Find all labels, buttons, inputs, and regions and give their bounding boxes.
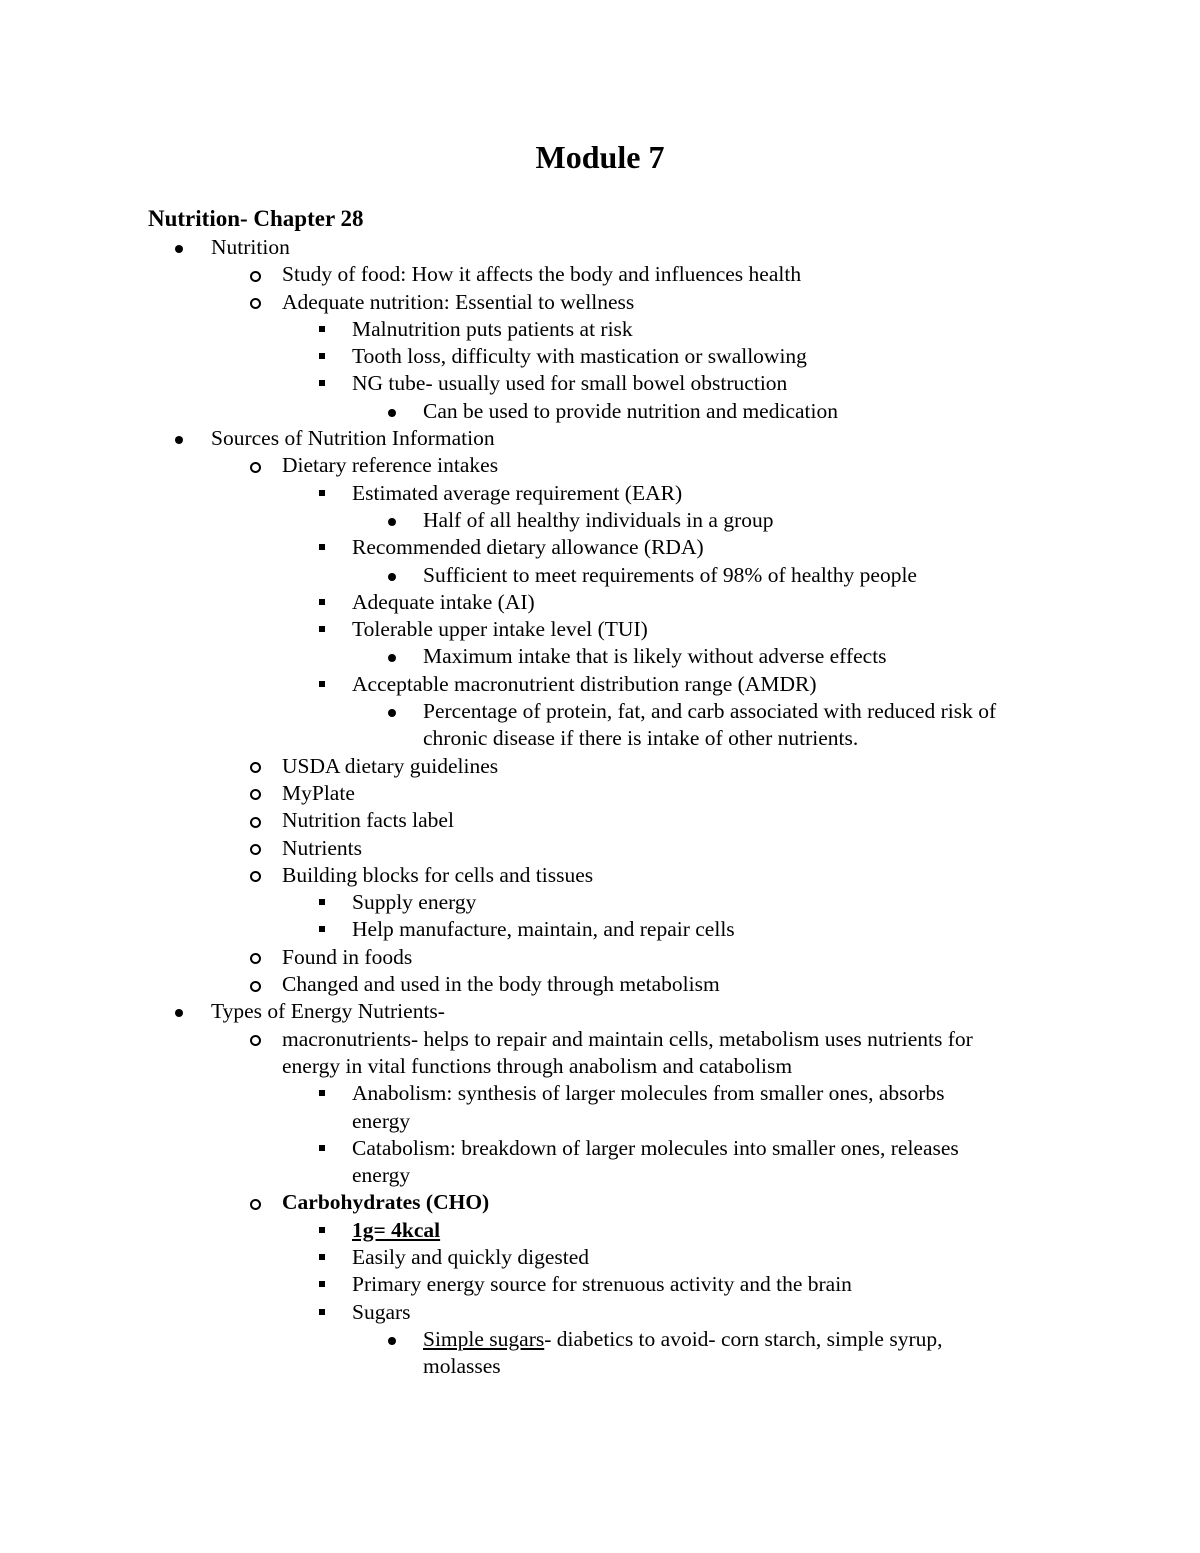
list-item: Study of food: How it affects the body and influences health — [282, 262, 802, 287]
list-item: NG tube- usually used for small bowel obstruction — [352, 371, 788, 396]
list-item: Adequate intake (AI) — [352, 589, 535, 614]
list-item: Changed and used in the body through metabolism — [282, 972, 720, 997]
list-item: Supply energy — [352, 890, 477, 915]
list-item: Percentage of protein, fat, and carb associated with reduced risk of — [423, 699, 997, 724]
list-item: Building blocks for cells and tissues — [282, 862, 594, 887]
list-item: Catabolism: breakdown of larger molecules into smaller ones, releases — [352, 1135, 959, 1160]
list-item-continuation: energy — [352, 1108, 411, 1133]
list-item: Estimated average requirement (EAR) — [352, 480, 683, 505]
list-item: Easily and quickly digested — [352, 1244, 590, 1269]
section-heading: Nutrition- Chapter 28 — [148, 206, 364, 231]
list-item: Maximum intake that is likely without adverse effects — [423, 644, 887, 669]
list-item-continuation: molasses — [423, 1354, 501, 1379]
underlined-term: Simple sugars — [423, 1326, 545, 1351]
list-item: Nutrients — [282, 835, 363, 860]
list-item: Recommended dietary allowance (RDA) — [352, 535, 704, 560]
list-item: macronutrients- helps to repair and maintain cells, metabolism uses nutrients for — [282, 1026, 973, 1051]
list-item: Can be used to provide nutrition and medication — [423, 398, 838, 423]
list-item-continuation: energy — [352, 1163, 411, 1188]
list-item: Nutrition — [211, 235, 290, 259]
list-item: Found in foods — [282, 944, 413, 969]
list-item: Sugars — [352, 1299, 411, 1324]
list-item: Help manufacture, maintain, and repair cells — [352, 917, 735, 942]
list-item-continuation: energy in vital functions through anabolism and catabolism — [282, 1053, 793, 1078]
list-item: Simple sugars- diabetics to avoid- corn starch, simple syrup, — [423, 1326, 943, 1351]
list-item: Sources of Nutrition Information — [211, 426, 495, 451]
list-item: 1g= 4kcal — [352, 1217, 441, 1242]
list-item: Types of Energy Nutrients- — [211, 999, 445, 1024]
list-item: Acceptable macronutrient distribution range (AMDR) — [352, 671, 817, 696]
list-item: Carbohydrates (CHO) — [282, 1190, 490, 1215]
list-item: Nutrition facts label — [282, 808, 454, 833]
list-item-continuation: chronic disease if there is intake of other nutrients. — [423, 726, 859, 751]
list-item: MyPlate — [282, 780, 355, 805]
list-item: Dietary reference intakes — [282, 453, 499, 478]
list-item: Sufficient to meet requirements of 98% of healthy people — [423, 562, 917, 587]
list-item: Primary energy source for strenuous activity and the brain — [352, 1272, 852, 1297]
list-item: Tooth loss, difficulty with mastication or swallowing — [352, 344, 807, 369]
list-item: Tolerable upper intake level (TUI) — [352, 617, 648, 642]
list-item: Malnutrition puts patients at risk — [352, 316, 633, 341]
list-item: Half of all healthy individuals in a group — [423, 507, 774, 532]
list-item: Adequate nutrition: Essential to wellness — [282, 289, 635, 314]
list-item: Anabolism: synthesis of larger molecules from smaller ones, absorbs — [352, 1081, 945, 1106]
document-title: Module 7 — [535, 139, 665, 175]
list-item: USDA dietary guidelines — [282, 753, 499, 778]
outline-list — [0, 234, 1200, 1380]
